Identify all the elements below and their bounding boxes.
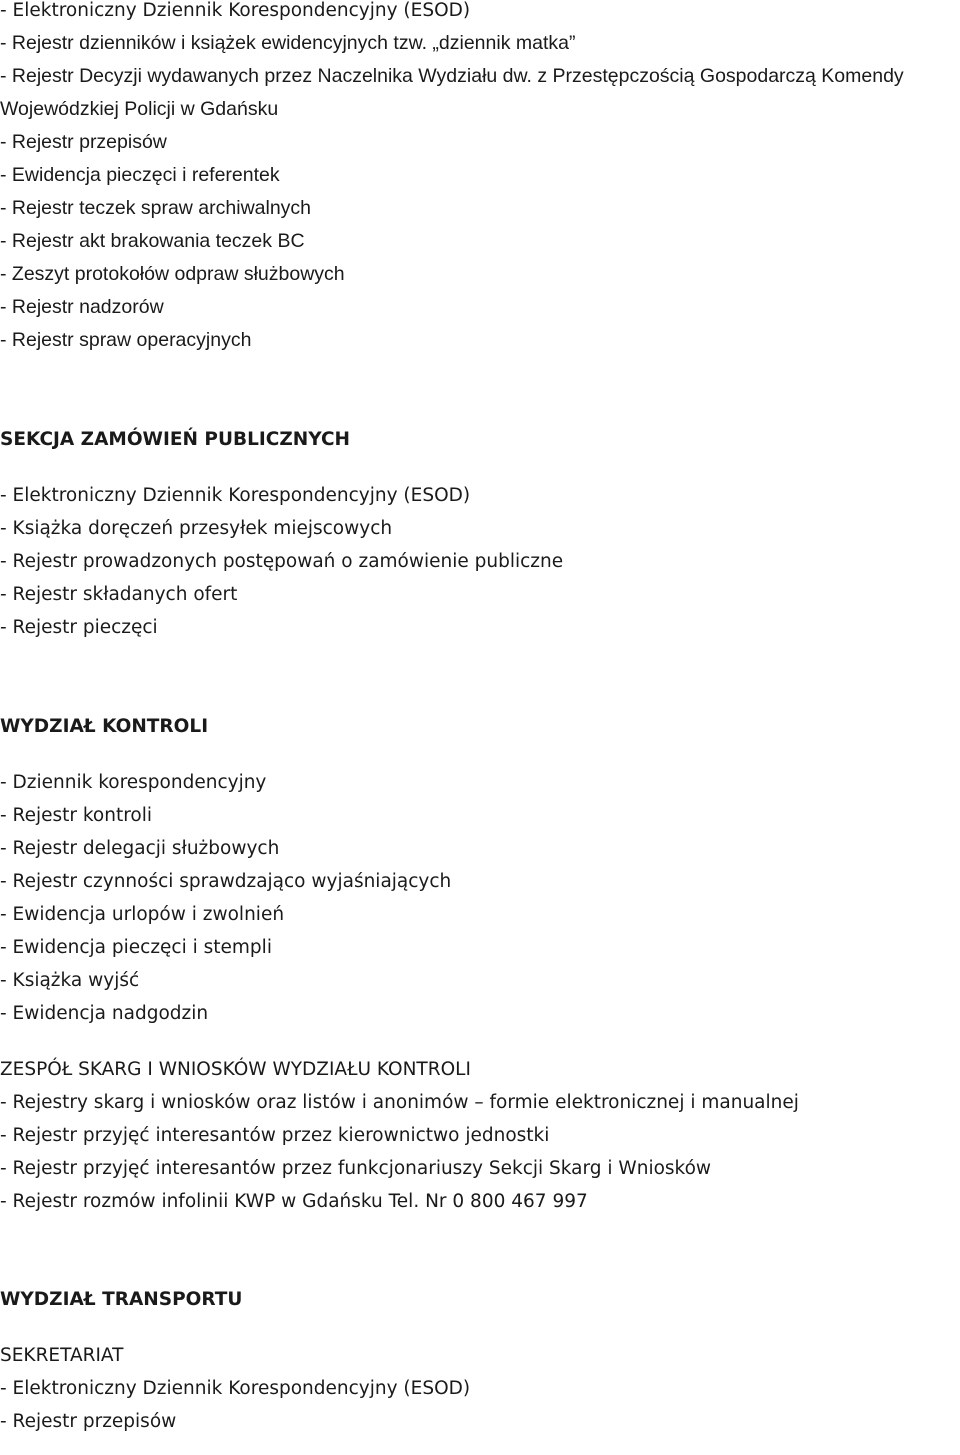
list-item: - Elektroniczny Dziennik Korespondencyjny (ESOD): [0, 1378, 471, 1399]
list-item: - Rejestr przepisów: [0, 1411, 177, 1432]
section-heading: WYDZIAŁ TRANSPORTU: [0, 1289, 243, 1310]
list-item: - Rejestr Decyzji wydawanych przez Naczelnika Wydziału dw. z Przestępczością Gospodarczą Komendy: [0, 65, 904, 87]
list-item: Wojewódzkiej Policji w Gdańsku: [0, 98, 279, 120]
section-heading: WYDZIAŁ KONTROLI: [0, 716, 209, 737]
section-transport-department: [0, 1283, 960, 1438]
list-item: - Rejestr spraw operacyjnych: [0, 329, 252, 351]
list-item: - Ewidencja pieczęci i stempli: [0, 937, 272, 958]
list-item: - Rejestry skarg i wniosków oraz listów i anonimów – formie elektronicznej i manualnej: [0, 1092, 799, 1113]
list-item: - Rejestr prowadzonych postępowań o zamówienie publiczne: [0, 551, 564, 572]
list-item: - Rejestr kontroli: [0, 805, 153, 826]
list-item: - Elektroniczny Dziennik Korespondencyjny (ESOD): [0, 485, 471, 506]
list-item: - Rejestr teczek spraw archiwalnych: [0, 197, 312, 219]
section-public-procurement: [0, 423, 960, 644]
list-item: - Rejestr nadzorów: [0, 296, 164, 318]
list-item: - Książka doręczeń przesyłek miejscowych: [0, 518, 393, 539]
list-item: - Ewidencja pieczęci i referentek: [0, 164, 280, 186]
section-inspection-department: [0, 710, 960, 1030]
section-heading: SEKCJA ZAMÓWIEŃ PUBLICZNYCH: [0, 429, 351, 450]
list-item: - Zeszyt protokołów odpraw służbowych: [0, 263, 345, 285]
list-item: - Ewidencja nadgodzin: [0, 1003, 209, 1024]
list-item: - Rejestr pieczęci: [0, 617, 158, 638]
list-item: - Rejestr przyjęć interesantów przez funkcjonariuszy Sekcji Skarg i Wniosków: [0, 1158, 712, 1179]
list-item: - Rejestr czynności sprawdzająco wyjaśniających: [0, 871, 452, 892]
registry-list-section-1: [0, 0, 960, 357]
list-item: - Rejestr dzienników i książek ewidencyjnych tzw. „dziennik matka”: [0, 32, 576, 54]
list-item: - Rejestr akt brakowania teczek BC: [0, 230, 305, 252]
section-complaints-team: [0, 1053, 960, 1218]
list-item: - Rejestr przepisów: [0, 131, 167, 153]
list-item: - Rejestr rozmów infolinii KWP w Gdańsku Tel. Nr 0 800 467 997: [0, 1191, 588, 1212]
list-item: - Rejestr składanych ofert: [0, 584, 238, 605]
list-item: - Rejestr przyjęć interesantów przez kierownictwo jednostki: [0, 1125, 550, 1146]
section-subheading: ZESPÓŁ SKARG I WNIOSKÓW WYDZIAŁU KONTROLI: [0, 1059, 471, 1080]
list-item: - Elektroniczny Dziennik Korespondencyjny (ESOD): [0, 0, 471, 21]
list-item: - Ewidencja urlopów i zwolnień: [0, 904, 285, 925]
list-item: - Książka wyjść: [0, 970, 140, 991]
section-subheading: SEKRETARIAT: [0, 1345, 124, 1366]
list-item: - Rejestr delegacji służbowych: [0, 838, 280, 859]
list-item: - Dziennik korespondencyjny: [0, 772, 267, 793]
